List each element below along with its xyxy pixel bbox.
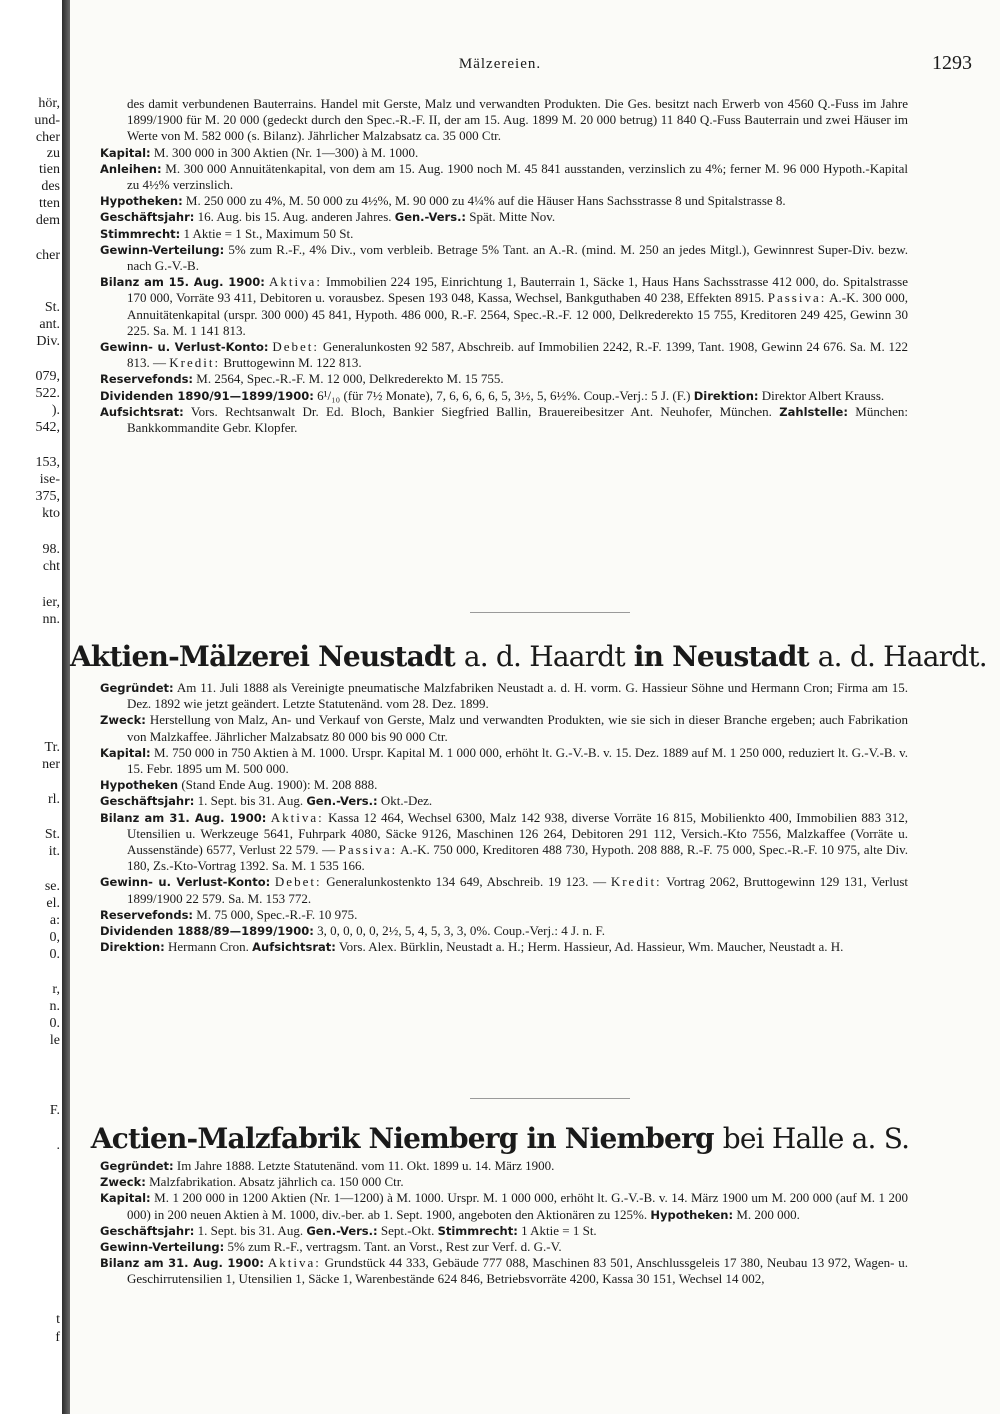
debet-word: Debet: — [272, 339, 319, 355]
margin-fragment: 153, — [35, 455, 60, 470]
entry-continued — [100, 96, 908, 436]
geschaeftsjahr-label: Geschäftsjahr: — [100, 794, 195, 809]
book-gutter — [62, 0, 70, 1414]
gegruendet-label: Gegründet: — [100, 1159, 174, 1173]
stimmrecht-line — [100, 226, 908, 242]
aktiva-text: Grundstück 44 333, Gebäude 777 088, Maschinen 83 501, Anschlussgeleis 17 380, Neubau 13 972, Wagen- u. Geschirrutensilien 1, Utensilien 1, Säcke 1, Warenbestände 624 846, Betriebsvorräte 4200, Kassa 30 151, Wechsel 14 002, — [127, 1255, 909, 1287]
company-heading — [70, 640, 987, 673]
zweck-text: Herstellung von Malz, An- und Verkauf von Gerste, Malz und verwandten Produkten, wie sie sich in dieser Branche ergeben; auch Fabrikation von Malzkaffee. Jährlicher Malzabsatz 80 000 bis 90 000 Ctr. — [127, 712, 908, 744]
kapital-label: Kapital: — [100, 145, 151, 160]
debet-text: Generalunkosten 92 587, Abschreib. auf Immobilien 2242, R.-F. 1399, Tant. 1908, Gewinn 24 676. Sa. M. 122 813. — — [127, 339, 909, 371]
aufsichtsrat-label: Aufsichtsrat: — [100, 404, 184, 419]
stimmrecht-text: 1 Aktie = 1 St., Maximum 50 St. — [183, 225, 354, 241]
margin-fragment: dem — [35, 213, 60, 228]
margin-fragment: kto — [42, 506, 60, 521]
aufsichtsrat-label: Aufsichtsrat: — [252, 940, 336, 955]
margin-fragment: f — [55, 1330, 60, 1345]
genvers-label: Gen.-Vers.: — [306, 794, 378, 809]
passiva-word: Passiva: — [767, 290, 827, 306]
zweck-line — [100, 712, 908, 744]
direktion-text: Hermann Cron. — [167, 939, 249, 955]
margin-fragment: ant. — [39, 317, 60, 332]
genvers-label: Gen.-Vers.: — [394, 210, 467, 225]
geschaeftsjahr-line — [100, 793, 908, 809]
kapital-text: M. 300 000 in 300 Aktien (Nr. 1—300) à M. 1000. — [153, 144, 419, 160]
direktion-label: Direktion: — [693, 388, 759, 403]
zahlstelle-text: München: Bankkommandite Gebr. Klopfer. — [127, 403, 908, 436]
dividenden-label: Dividenden 1890/91—1899/1900: — [100, 388, 314, 403]
hypotheken-text: M. 200 000. — [736, 1206, 800, 1222]
margin-fragment: n. — [49, 999, 60, 1014]
geschaeftsjahr-line — [100, 1223, 908, 1239]
geschaeftsjahr-label: Geschäftsjahr: — [100, 210, 195, 225]
bilanz-label: Bilanz am 31. Aug. 1900: — [100, 1256, 264, 1271]
margin-fragment: el. — [46, 896, 60, 911]
anleihen-text: M. 300 000 Annuitätenkapital, von dem am 15. Aug. 1900 noch M. 45 841 ausstanden, verzinslich zu 4%; ferner M. 96 000 Hypoth.-Kapital zu 4½% verzinslich. — [127, 160, 908, 193]
passiva-word: Passiva: — [338, 842, 398, 858]
gegruendet-text: Am 11. Juli 1888 als Vereinigte pneumatische Malzfabriken Neustadt a. d. H. vorm. G. Hassieur Söhne und Hermann Cron; Firma am 15. Dez. 1892 wie jetzt geändert. Letzte Statutenänd. vom 28. Dez. 1899. — [127, 680, 908, 712]
direktion-text: Direktor Albert Krauss. — [761, 387, 885, 403]
margin-fragment: cht — [42, 559, 60, 574]
geschaeftsjahr-text: 1. Sept. bis 31. Aug. — [197, 793, 304, 809]
genvers-label: Gen.-Vers.: — [306, 1223, 378, 1238]
margin-fragment: 079, — [35, 369, 60, 384]
company-heading — [70, 1122, 930, 1155]
guv-line — [100, 339, 908, 371]
genvers-text: Okt.-Dez. — [380, 793, 433, 809]
aktiva-text: Immobilien 224 195, Einrichtung 1, Bauterrain 1, Säcke 1, Haus Hans Sachsstrasse 412 000, do. Spitalstrasse 170 000, Vorräte 93 411, Debitoren u. vorausbez. Spesen 193 048, Kassa, Wechsel, Bankguthaben 40 238, Effekten 8915. — [127, 274, 908, 306]
margin-fragment: St. — [44, 300, 60, 315]
kapital-text: M. 750 000 in 750 Aktien à M. 1000. Urspr. Kapital M. 1 000 000, erhöht lt. G.-V.-B. v. 15. Dez. 1889 auf M. 1 250 000, reduziert lt. G.-V.-B. v. 15. Febr. 1895 um M. 500 000. — [127, 744, 909, 777]
bilanz-line — [100, 1255, 908, 1287]
margin-fragment: 375, — [35, 489, 60, 504]
bilanz-line — [100, 274, 908, 339]
margin-fragment: F. — [49, 1103, 60, 1118]
kapital-label: Kapital: — [100, 745, 151, 760]
passiva-text: A.-K. 750 000, Kreditoren 488 730, Hypoth. 208 888, R.-F. 75 000, Spec.-R.-F. 10 975, alte Div. 180, Zs.-Kto-Vortrag 1392. Sa. M. 1 535 166. — [127, 842, 909, 874]
margin-fragment: des — [41, 179, 60, 194]
geschaeftsjahr-label: Geschäftsjahr: — [100, 1223, 195, 1238]
dividenden-text: 6¹/₁₀ (für 7½ Monate), 7, 6, 6, 6, 6, 5, 3½, 5, 6½%. Coup.-Verj.: 5 J. (F.) — [317, 387, 691, 403]
margin-fragment: cher — [35, 248, 60, 263]
reservefonds-label: Reservefonds: — [100, 372, 194, 387]
margin-fragment: Tr. — [44, 740, 60, 755]
geschaeftsjahr-text: 16. Aug. bis 15. Aug. anderen Jahres. — [197, 209, 392, 225]
hypotheken-line — [100, 777, 908, 793]
heading-part-b: in Niemberg — [526, 1122, 714, 1155]
aufsichtsrat-text: Vors. Alex. Bürklin, Neustadt a. H.; Herm. Hassieur, Ad. Hassieur, Wm. Maucher, Neustadt a. H. — [338, 939, 844, 955]
aktiva-word: Aktiva: — [268, 274, 322, 290]
gegruendet-text: Im Jahre 1888. Letzte Statutenänd. vom 11. Okt. 1899 u. 14. März 1900. — [176, 1158, 555, 1173]
margin-fragment: 542, — [35, 420, 60, 435]
margin-fragment: 98. — [42, 542, 60, 557]
hypotheken-text: (Stand Ende Aug. 1900): M. 208 888. — [181, 777, 378, 793]
kredit-text: Vortrag 2062, Bruttogewinn 129 131, Verlust 1899/1900 22 579. Sa. M. 153 772. — [127, 874, 908, 906]
margin-fragment: a: — [49, 913, 60, 928]
margin-fragment: 0. — [49, 947, 60, 962]
gewinnvert-line — [100, 1239, 908, 1255]
kapital-label: Kapital: — [100, 1191, 151, 1206]
left-page-margin — [0, 0, 62, 1414]
reservefonds-label: Reservefonds: — [100, 907, 194, 922]
guv-label: Gewinn- u. Verlust-Konto: — [100, 875, 271, 890]
margin-fragment: . — [56, 1138, 60, 1153]
hypotheken-text: M. 250 000 zu 4%, M. 50 000 zu 4½%, M. 90 000 zu 4¼% auf die Häuser Hans Sachsstrasse 8 und Spitalstrasse 8. — [185, 193, 786, 209]
margin-fragment: r, — [52, 982, 60, 997]
aufsichtsrat-text: Vors. Rechtsanwalt Dr. Ed. Bloch, Bankier Siegfried Ballin, Brauereibesitzer Ant. Neuhofer, München. — [190, 403, 772, 419]
gewinnvert-label: Gewinn-Verteilung: — [100, 1240, 225, 1255]
margin-fragment: hör, — [38, 96, 60, 111]
margin-fragment: Div. — [36, 334, 60, 349]
running-head — [70, 52, 1000, 76]
running-head-title: Mälzereien. — [458, 56, 542, 72]
debet-text: Generalunkostenkto 134 649, Abschreib. 19 123. — — [326, 874, 607, 890]
margin-fragment: und- — [34, 113, 60, 128]
gewinnvert-text: 5% zum R.-F., 4% Div., vom verbleib. Betrage 5% Tant. an A.-R. (mind. M. 250 an jedes Mitgl.), Gewinnrest Super-Div. bezw. nach G.-V.-B. — [127, 241, 909, 274]
kredit-word: Kredit: — [169, 355, 221, 371]
heading-part-c: in Neustadt — [633, 640, 809, 673]
gewinnvert-label: Gewinn-Verteilung: — [100, 242, 225, 257]
aktiva-word: Aktiva: — [267, 1255, 321, 1271]
entry-niemberg — [100, 1158, 908, 1288]
geschaeftsjahr-line — [100, 209, 908, 225]
page — [70, 0, 1000, 1414]
direktion-line — [100, 939, 908, 955]
dividenden-line — [100, 388, 908, 404]
anleihen-line — [100, 161, 908, 193]
zahlstelle-label: Zahlstelle: — [779, 404, 848, 419]
hypotheken-label: Hypotheken: — [100, 194, 183, 209]
geschaeftsjahr-text: 1. Sept. bis 31. Aug. — [197, 1222, 304, 1238]
margin-fragment: ise- — [39, 472, 60, 487]
margin-fragment: le — [49, 1033, 60, 1048]
reservefonds-text: M. 75 000, Spec.-R.-F. 10 975. — [196, 906, 358, 922]
bilanz-line — [100, 810, 908, 875]
section-divider — [470, 612, 630, 613]
hypotheken-line — [100, 193, 908, 209]
gewinnvert-line — [100, 242, 908, 274]
debet-word: Debet: — [274, 874, 322, 890]
margin-fragment: t — [56, 1312, 60, 1327]
kapital-line — [100, 745, 908, 777]
kredit-text: Bruttogewinn M. 122 813. — [223, 355, 362, 371]
kapital-line — [100, 1190, 908, 1222]
genvers-text: Sept.-Okt. — [380, 1222, 435, 1238]
bilanz-label: Bilanz am 15. Aug. 1900: — [100, 275, 265, 290]
margin-fragment: 0, — [49, 930, 60, 945]
entry-intro: des damit verbundenen Bauterrains. Handel mit Gerste, Malz und verwandten Produkten. Die Ges. besitzt nach Erwerb von 4560 Q.-Fuss im Jahre 1899/1900 für M. 20 000 (gedeckt durch den Spec.-R.-F. II, der am 15. Aug. 1899 M. 20 000 betrug) 11 840 Q.-Fuss Bauterrain und zwei Häuser im Werte von M. 582 000 (s. Bilanz). Jährlicher Malzabsatz ca. 35 000 Ctr. — [127, 96, 908, 144]
kapital-text: M. 1 200 000 in 1200 Aktien (Nr. 1—1200) à M. 1000. Urspr. M. 1 000 000, erhöht lt. G.-V.-B. v. 14. März 1900 um M. 200 000 (auf M. 1 200 000) in 200 neuen Aktien à M. 1000, div.-ber. ab 1. Sept. 1900, angeboten den Aktionären zu 125%. — [127, 1190, 908, 1222]
stimmrecht-label: Stimmrecht: — [100, 226, 181, 241]
reservefonds-line — [100, 907, 908, 923]
dividenden-text: 3, 0, 0, 0, 0, 2½, 5, 4, 5, 3, 3, 0%. Coup.-Verj.: 4 J. n. F. — [317, 923, 605, 939]
heading-part-d: a. d. Haardt. — [817, 640, 987, 673]
margin-fragment: 522. — [35, 386, 60, 401]
margin-fragment: se. — [44, 879, 60, 894]
zweck-text: Malzfabrikation. Absatz jährlich ca. 150 000 Ctr. — [149, 1174, 404, 1190]
kredit-word: Kredit: — [610, 874, 662, 890]
margin-fragment: cher — [35, 130, 60, 145]
gegruendet-label: Gegründet: — [100, 681, 174, 695]
direktion-label: Direktion: — [100, 940, 165, 955]
gewinnvert-text: 5% zum R.-F., vertragsm. Tant. an Vorst., Rest zur Verf. d. G.-V. — [227, 1239, 562, 1255]
passiva-text: A.-K. 300 000, Annuitätenkapital (urspr. 300 000) 45 841, Hypoth. 486 000, R.-F. 2564, Spec.-R.-F. 12 000, Delkrederekto 15 755, Kreditoren 249 425, Gewinn 30 225. Sa. M. 1 141 813. — [127, 290, 909, 338]
guv-line — [100, 874, 908, 906]
dividenden-label: Dividenden 1888/89—1899/1900: — [100, 924, 314, 939]
heading-part-c: bei Halle a. S. — [722, 1122, 910, 1155]
margin-fragment: 0. — [49, 1016, 60, 1031]
entry-neustadt — [100, 680, 908, 955]
margin-fragment: nn. — [42, 612, 60, 627]
kapital-line — [100, 145, 908, 161]
heading-part-a: Actien-Malzfabrik Niemberg — [90, 1122, 518, 1155]
aktiva-text: Kassa 12 464, Wechsel 6300, Malz 142 938, diverse Vorräte 16 815, Mobilienkto 400, Immobilien 883 312, Utensilien u. Werkzeuge 5641, Fuhrpark 4080, Säcke 9126, Maschinen 126 264, Debitoren 291 112, Versich.-Kto 7556, Malzkaffee (Vorräte u. Aussenstände) 6577, Verlust 22 579. — — [127, 809, 909, 858]
aktiva-word: Aktiva: — [270, 809, 324, 825]
gegruendet-line — [100, 680, 908, 712]
zweck-label: Zweck: — [100, 1175, 146, 1190]
guv-label: Gewinn- u. Verlust-Konto: — [100, 340, 269, 355]
margin-fragment: tien — [39, 162, 60, 177]
margin-fragment: St. — [44, 827, 60, 842]
margin-fragment: ). — [51, 403, 60, 418]
margin-fragment: it. — [48, 844, 60, 859]
zweck-line — [100, 1174, 908, 1190]
anleihen-label: Anleihen: — [100, 161, 162, 176]
reservefonds-line — [100, 371, 908, 387]
bilanz-label: Bilanz am 31. Aug. 1900: — [100, 810, 267, 825]
heading-part-b: a. d. Haardt — [463, 640, 625, 673]
heading-part-a: Aktien-Mälzerei Neustadt — [70, 640, 455, 673]
dividenden-line — [100, 923, 908, 939]
genvers-text: Spät. Mitte Nov. — [469, 209, 556, 225]
margin-fragment: ner — [42, 757, 60, 772]
margin-fragment: rl. — [47, 792, 60, 807]
stimmrecht-text: 1 Aktie = 1 St. — [521, 1222, 597, 1238]
margin-fragment: ier, — [42, 595, 60, 610]
page-number: 1293 — [932, 52, 972, 74]
stimmrecht-label: Stimmrecht: — [437, 1223, 518, 1238]
margin-fragment: tten — [39, 196, 60, 211]
gegruendet-line — [100, 1158, 908, 1174]
aufsichtsrat-line — [100, 404, 908, 436]
hypotheken-label: Hypotheken: — [650, 1207, 734, 1222]
reservefonds-text: M. 2564, Spec.-R.-F. M. 12 000, Delkrederekto M. 15 755. — [196, 371, 504, 387]
hypotheken-label: Hypotheken — [100, 778, 179, 793]
section-divider — [470, 1098, 630, 1099]
margin-fragment: zu — [46, 146, 60, 161]
zweck-label: Zweck: — [100, 713, 146, 728]
